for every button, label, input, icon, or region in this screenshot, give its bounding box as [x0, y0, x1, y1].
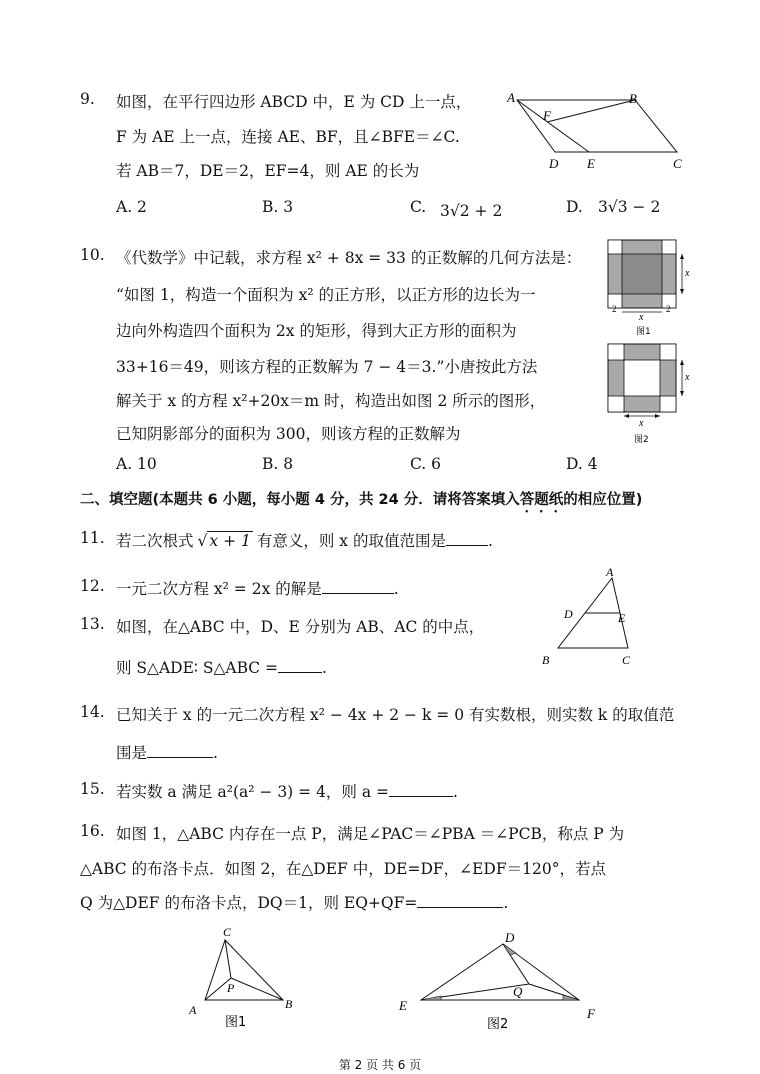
q9-option-d-value: 3√3 − 2: [598, 198, 661, 216]
q16-fig1-label-b: B: [285, 997, 293, 1011]
section-2-title-dotted: 答题纸: [519, 492, 564, 508]
q10-fig1-two-right: 2: [666, 304, 671, 314]
q16-fig2-angle-f: [563, 995, 579, 1000]
section-2-title-suffix: 的相应位置): [563, 492, 643, 508]
q10-option-c: C. 6: [410, 455, 442, 473]
q9-number: 9.: [80, 90, 95, 108]
q10-figure-1: [604, 236, 694, 336]
q16-figure-2: [395, 928, 610, 1036]
q11-radicand: x + 1: [209, 532, 251, 550]
q14-number: 14.: [80, 703, 105, 721]
q16-line1: 如图 1，△ABC 内存在一点 P，满足∠PAC＝∠PBA ＝∠PCB，称点 P 为: [116, 825, 625, 843]
q16-fig2-label-e: E: [399, 998, 407, 1013]
q10-line2: “如图 1，构造一个面积为 x² 的正方形，以正方形的边长为一: [116, 286, 536, 304]
q9-line3: 若 AB＝7，DE＝2，EF=4，则 AE 的长为: [116, 162, 420, 180]
q9-label-b: B: [629, 91, 637, 106]
q10-fig2-corner-bl: [608, 396, 624, 412]
q9-label-f: F: [543, 108, 551, 123]
q10-number: 10.: [80, 246, 105, 264]
q16-fig1-caption: 图1: [225, 1015, 247, 1030]
q10-fig2-inner-square: [624, 360, 660, 396]
q13-label-b: B: [542, 653, 550, 667]
q13-number: 13.: [80, 615, 105, 633]
q14-line2: 围是 .: [116, 744, 218, 762]
q9-option-a: A. 2: [116, 198, 147, 216]
q14-line2-pre: 围是: [116, 744, 148, 762]
q13-line1: 如图，在△ABC 中，D、E 分别为 AB、AC 的中点，: [116, 618, 485, 636]
q16-fig1-label-p: P: [227, 981, 235, 995]
q15-pre: 若实数 a 满足 a²(a² − 3) = 4，则 a =: [116, 783, 390, 801]
q11-post: 有意义，则 x 的取值范围是: [256, 532, 446, 550]
q12-answer-blank[interactable]: [322, 579, 394, 594]
q11-answer-blank[interactable]: [446, 531, 488, 546]
q10-figure-2: [604, 340, 694, 446]
q9-option-c-label: C.: [410, 198, 427, 216]
q9-parallelogram-figure: [505, 90, 695, 170]
q9-label-e: E: [587, 156, 595, 171]
q10-fig1-corner-tr: [662, 240, 676, 254]
q10-fig2-corner-br: [660, 396, 676, 412]
q16-fig1-label-c: C: [223, 925, 232, 939]
q10-fig1-two-left: 2: [612, 304, 617, 314]
q16-answer-blank[interactable]: [417, 893, 503, 908]
q13-label-e: E: [618, 611, 626, 625]
q11-pre: 若二次根式: [116, 532, 194, 550]
q10-option-a: A. 10: [116, 455, 157, 473]
page-footer: 第 2 页 共 6 页: [338, 1058, 422, 1072]
section-2-title: [80, 488, 642, 516]
q15-answer-blank[interactable]: [389, 782, 453, 797]
q16-fig2-label-q: Q: [513, 984, 523, 999]
q10-line6: 已知阴影部分的面积为 300，则该方程的正数解为: [116, 425, 461, 443]
q16-fig2-caption: 图2: [487, 1017, 509, 1032]
q12-pre: 一元二次方程 x² = 2x 的解是: [116, 580, 322, 598]
q16-fig2-label-d: D: [505, 930, 515, 945]
q9-line1: 如图，在平行四边形 ABCD 中，E 为 CD 上一点，: [116, 93, 472, 111]
q10-fig1-inner-square: [622, 254, 662, 294]
q9-segment-bf: [547, 100, 635, 122]
q10-fig1-caption: 图1: [636, 327, 651, 337]
q16-fig1-segment-bp: [231, 978, 283, 1000]
q10-line4: 33+16＝49，则该方程的正数解为 7 − 4＝3.”小唐按此方法: [116, 358, 538, 376]
q10-fig1-x-right: x: [685, 268, 690, 279]
q10-option-b: B. 8: [262, 455, 294, 473]
q16-fig2-label-f: F: [587, 1006, 595, 1021]
q14-answer-blank[interactable]: [147, 743, 213, 758]
q9-option-c-value: 3√2 + 2: [440, 202, 503, 220]
section-2-title-prefix: 二、填空题(本题共 6 小题，每小题 4 分，共 24 分．请将答案填入: [80, 492, 520, 508]
q13-answer-blank[interactable]: [278, 658, 322, 673]
q11-sqrt: √ x + 1: [197, 532, 251, 550]
q13-line2: 则 S△ADE∶ S△ABC = .: [116, 659, 327, 677]
q16-line3-pre: Q 为△DEF 的布洛卡点，DQ＝1，则 EQ+QF=: [80, 894, 418, 912]
q15-number: 15.: [80, 780, 105, 798]
q10-line3: 边向外构造四个面积为 2x 的矩形，得到大正方形的面积为: [116, 322, 517, 340]
q9-line2: F 为 AE 上一点，连接 AE、BF，且∠BFE＝∠C.: [116, 128, 460, 146]
q10-line5: 解关于 x 的方程 x²+20x＝m 时，构造出如图 2 所示的图形，: [116, 392, 546, 410]
q16-line3: Q 为△DEF 的布洛卡点，DQ＝1，则 EQ+QF= .: [80, 894, 509, 912]
q10-fig1-x-bottom: x: [639, 312, 644, 323]
q13-label-a: A: [606, 565, 614, 579]
q10-fig2-x-bottom: x: [639, 418, 644, 429]
q10-line1: 《代数学》中记载，求方程 x² + 8x = 33 的正数解的几何方法是：: [116, 249, 582, 267]
q13-label-c: C: [622, 653, 631, 667]
q10-fig2-corner-tl: [608, 344, 624, 360]
q16-fig1-triangle: [205, 940, 283, 1000]
q9-parallelogram: [517, 100, 677, 152]
q12-line: 一元二次方程 x² = 2x 的解是 .: [116, 580, 399, 598]
q15-line: 若实数 a 满足 a²(a² − 3) = 4，则 a = .: [116, 783, 458, 801]
q16-number: 16.: [80, 822, 105, 840]
q11-line: 若二次根式 √ x + 1 有意义，则 x 的取值范围是 .: [116, 532, 493, 550]
q16-line2: △ABC 的布洛卡点．如图 2，在△DEF 中，DE=DF，∠EDF＝120°，若点: [80, 860, 606, 878]
q10-fig2-corner-tr: [660, 344, 676, 360]
q16-fig2-triangle: [421, 944, 579, 1000]
q9-option-b: B. 3: [262, 198, 294, 216]
q16-figure-1: [185, 922, 305, 1032]
q9-segment-ae: [517, 100, 589, 152]
q9-label-d: D: [549, 156, 559, 171]
q10-fig2-x-right: x: [685, 372, 690, 383]
q9-label-a: A: [507, 90, 515, 105]
q9-option-d-label: D.: [566, 198, 583, 216]
q10-fig2-caption: 图2: [634, 435, 649, 445]
q16-fig1-label-a: A: [189, 1003, 197, 1017]
q14-line1: 已知关于 x 的一元二次方程 x² − 4x + 2 − k = 0 有实数根，则实数 k 的取值范: [116, 706, 675, 724]
q13-line2-pre: 则 S△ADE∶ S△ABC =: [116, 659, 279, 677]
q12-number: 12.: [80, 577, 105, 595]
q10-option-d: D. 4: [566, 455, 598, 473]
q13-label-d: D: [564, 607, 573, 621]
q16-fig2-angle-d: [503, 944, 516, 955]
q11-number: 11.: [80, 529, 105, 547]
q10-fig1-corner-tl: [608, 240, 622, 254]
q13-triangle-figure: [540, 566, 640, 671]
q9-label-c: C: [673, 156, 682, 171]
